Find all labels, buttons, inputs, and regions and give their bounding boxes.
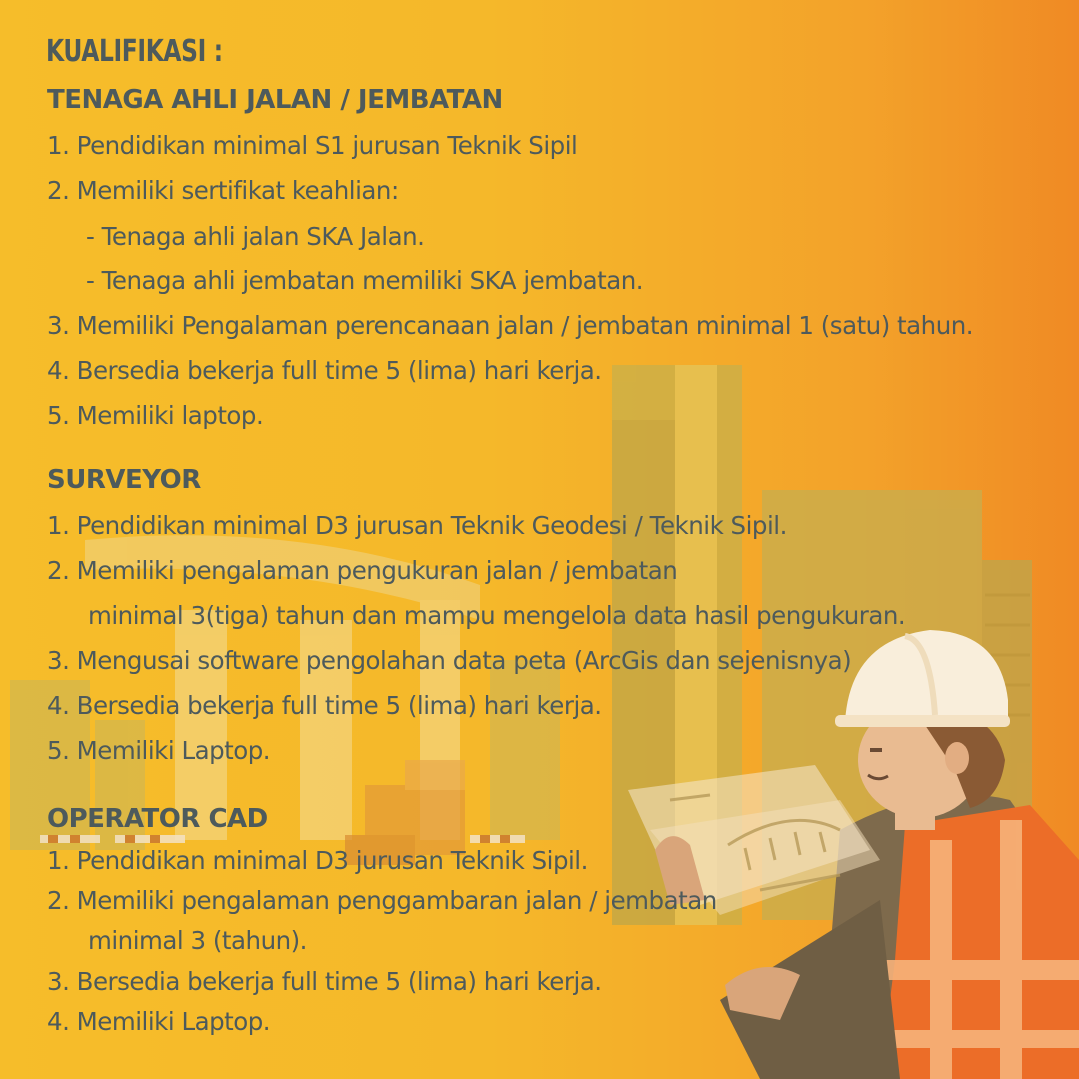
list-item-continuation: minimal 3 (tahun). [88,926,307,955]
list-item: 4. Bersedia bekerja full time 5 (lima) hari kerja. [47,356,602,385]
list-item: 2. Memiliki pengalaman penggambaran jalan / jembatan [47,886,717,915]
list-item: 1. Pendidikan minimal D3 jurusan Teknik Geodesi / Teknik Sipil. [47,511,787,540]
list-sub-item: - Tenaga ahli jembatan memiliki SKA jembatan. [86,266,644,295]
section-heading-tenaga-ahli: TENAGA AHLI JALAN / JEMBATAN [47,85,503,115]
section-heading-surveyor: SURVEYOR [47,465,201,495]
list-item: 1. Pendidikan minimal S1 jurusan Teknik Sipil [47,131,578,160]
list-item: 2. Memiliki sertifikat keahlian: [47,176,399,205]
list-item: 3. Mengusai software pengolahan data peta (ArcGis dan sejenisnya) [47,646,852,675]
section-heading-operator-cad: OPERATOR CAD [47,804,268,834]
list-item: 1. Pendidikan minimal D3 jurusan Teknik Sipil. [47,846,588,875]
list-item: 3. Memiliki Pengalaman perencanaan jalan / jembatan minimal 1 (satu) tahun. [47,311,974,340]
list-item: 4. Bersedia bekerja full time 5 (lima) hari kerja. [47,691,602,720]
list-item: 4. Memiliki Laptop. [47,1007,271,1036]
list-item: 5. Memiliki Laptop. [47,736,271,765]
list-item: 3. Bersedia bekerja full time 5 (lima) hari kerja. [47,967,602,996]
page-title: KUALIFIKASI : [46,34,223,69]
list-item: 2. Memiliki pengalaman pengukuran jalan / jembatan [47,556,678,585]
list-item-continuation: minimal 3(tiga) tahun dan mampu mengelola data hasil pengukuran. [88,601,906,630]
list-item: 5. Memiliki laptop. [47,401,264,430]
list-sub-item: - Tenaga ahli jalan SKA Jalan. [86,222,425,251]
